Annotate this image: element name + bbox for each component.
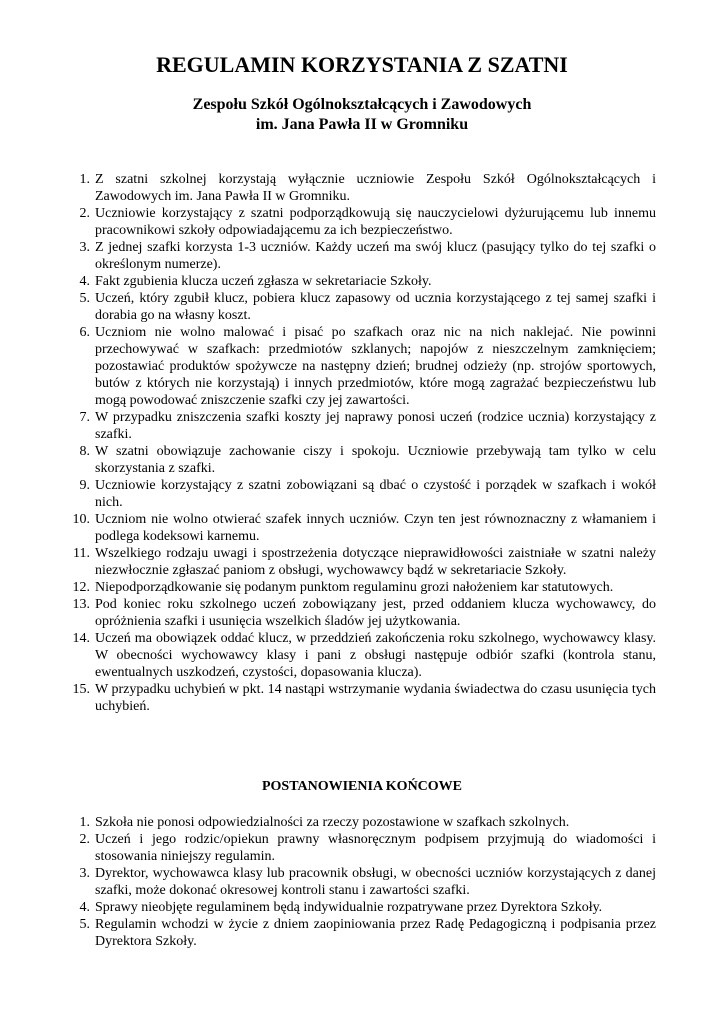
rule-number: 8. — [79, 444, 90, 459]
provision-text: Uczeń i jego rodzic/opiekun prawny własnoręcznym podpisem przyjmują do wiadomości i stosowania niniejszy regulamin. — [95, 832, 656, 864]
rule-number: 14. — [72, 631, 90, 646]
rule-item — [68, 171, 656, 205]
rule-number: 12. — [72, 580, 90, 595]
rule-text: Uczeń, który zgubił klucz, pobiera klucz zapasowy od ucznia korzystającego z tej samej szafki i dorabia go na własny koszt. — [95, 291, 656, 323]
rule-number: 4. — [79, 274, 90, 289]
provision-text: Sprawy nieobjęte regulaminem będą indywidualnie rozpatrywane przez Dyrektora Szkoły. — [95, 900, 603, 915]
rule-text: Pod koniec roku szkolnego uczeń zobowiązany jest, przed oddaniem klucza wychowawcy, do opróżnienia szafki i usunięcia wszelkich śladów jej użytkowania. — [95, 597, 656, 629]
document-subtitle — [68, 95, 656, 135]
rule-number: 6. — [79, 325, 90, 340]
rule-item — [68, 324, 656, 409]
final-provisions-list — [68, 814, 656, 950]
subtitle-line-2: im. Jana Pawła II w Gromniku — [255, 116, 469, 133]
rule-text: Uczniom nie wolno malować i pisać po szafkach oraz nic na nich naklejać. Nie powinni przechowywać w szafkach: przedmiotów szklanych; napojów z nieszczelnym zamknięciem; pozostawiać produktów spożywcze na następny dzień; brudnej odzieży (np. strojów sportowych, butów z których nie korzystają) i innych przedmiotów, które mogą zagrażać bezpieczeństwu lub mogą powodować zniszczenie szafki czy jej zawartości. — [95, 325, 656, 408]
final-provisions-title: POSTANOWIENIA KOŃCOWE — [261, 779, 463, 794]
rule-number: 10. — [72, 512, 90, 527]
provision-text: Szkoła nie ponosi odpowiedzialności za rzeczy pozostawione w szafkach szkolnych. — [95, 815, 570, 830]
rule-item — [68, 205, 656, 239]
rule-number: 13. — [72, 597, 90, 612]
rule-item — [68, 477, 656, 511]
rule-number: 11. — [73, 546, 90, 561]
rule-item — [68, 579, 656, 596]
rule-text: Uczeń ma obowiązek oddać klucz, w przeddzień zakończenia roku szkolnego, wychowawcy klasy. W obecności wychowawcy klasy i pani z obsługi następuje odbiór szafki (kontrola stanu, ewentualnych uszkodzeń, czystości, dopasowania klucza). — [95, 631, 656, 680]
provision-item — [68, 916, 656, 950]
rule-item — [68, 239, 656, 273]
provision-number: 5. — [79, 917, 90, 932]
provision-number: 1. — [79, 815, 90, 830]
rule-text: Fakt zgubienia klucza uczeń zgłasza w sekretariacie Szkoły. — [95, 274, 432, 289]
rule-item — [68, 409, 656, 443]
rule-item — [68, 545, 656, 579]
document-title: REGULAMIN KORZYSTANIA Z SZATNI — [156, 52, 568, 77]
rule-text: W szatni obowiązuje zachowanie ciszy i spokoju. Uczniowie przebywają tam tylko w celu skorzystania z szafki. — [95, 444, 656, 476]
provision-text: Regulamin wchodzi w życie z dniem zaopiniowania przez Radę Pedagogiczną i podpisania przez Dyrektora Szkoły. — [95, 917, 656, 949]
rule-item — [68, 290, 656, 324]
provision-item — [68, 865, 656, 899]
rule-item — [68, 443, 656, 477]
rule-number: 15. — [72, 682, 90, 697]
provision-number: 2. — [79, 832, 90, 847]
rules-list — [68, 171, 656, 715]
rule-text: Z szatni szkolnej korzystają wyłącznie uczniowie Zespołu Szkół Ogólnokształcących i Zawodowych im. Jana Pawła II w Gromniku. — [95, 172, 656, 204]
rule-number: 3. — [79, 240, 90, 255]
rule-text: Uczniowie korzystający z szatni podporządkowują się nauczycielowi dyżurującemu lub innemu pracownikowi szkoły odpowiadającemu za ich bezpieczeństwo. — [95, 206, 656, 238]
rule-text: W przypadku uchybień w pkt. 14 nastąpi wstrzymanie wydania świadectwa do czasu usunięcia tych uchybień. — [95, 682, 656, 714]
rule-item — [68, 681, 656, 715]
rule-text: Uczniom nie wolno otwierać szafek innych uczniów. Czyn ten jest równoznaczny z włamaniem i podlega kodeksowi karnemu. — [95, 512, 656, 544]
provision-item — [68, 899, 656, 916]
rule-text: Uczniowie korzystający z szatni zobowiązani są dbać o czystość i porządek w szafkach i wokół nich. — [95, 478, 656, 510]
rule-text: W przypadku zniszczenia szafki koszty jej naprawy ponosi uczeń (rodzice ucznia) korzystający z szafki. — [95, 410, 656, 442]
rule-number: 7. — [79, 410, 90, 425]
rule-number: 2. — [79, 206, 90, 221]
provision-item — [68, 831, 656, 865]
rule-item — [68, 596, 656, 630]
rule-number: 5. — [79, 291, 90, 306]
rule-text: Z jednej szafki korzysta 1-3 uczniów. Każdy uczeń ma swój klucz (pasujący tylko do tej szafki o określonym numerze). — [95, 240, 656, 272]
provision-number: 4. — [79, 900, 90, 915]
rule-number: 9. — [79, 478, 90, 493]
rule-item — [68, 630, 656, 681]
rule-item — [68, 511, 656, 545]
rule-item — [68, 273, 656, 290]
provision-number: 3. — [79, 866, 90, 881]
subtitle-line-1: Zespołu Szkół Ogólnokształcących i Zawodowych — [192, 96, 532, 113]
provision-item — [68, 814, 656, 831]
provision-text: Dyrektor, wychowawca klasy lub pracownik obsługi, w obecności uczniów korzystających z danej szafki, może dokonać okresowej kontroli stanu i zawartości szafki. — [95, 866, 656, 898]
rule-number: 1. — [79, 172, 90, 187]
rule-text: Wszelkiego rodzaju uwagi i spostrzeżenia dotyczące nieprawidłowości zaistniałe w szatni należy niezwłocznie zgłaszać paniom z obsługi, wychowawcy bądź w sekretariacie Szkoły. — [95, 546, 656, 578]
rule-text: Niepodporządkowanie się podanym punktom regulaminu grozi nałożeniem kar statutowych. — [95, 580, 614, 595]
